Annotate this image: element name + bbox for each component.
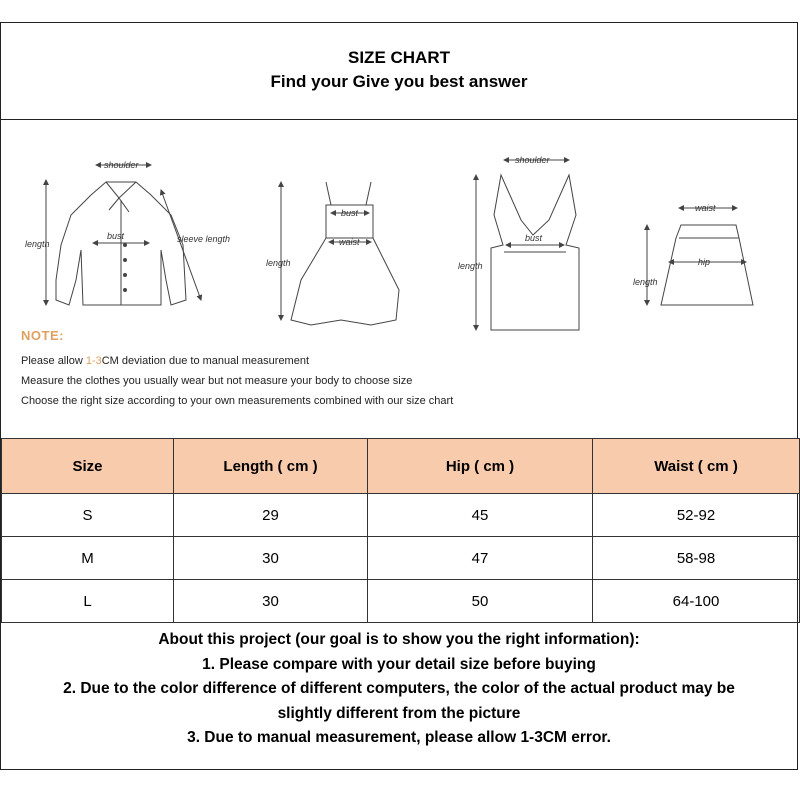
about-line-3: 2. Due to the color difference of different computers, the color of the actual product may be [63, 680, 735, 697]
about-line-1: About this project (our goal is to show you the right information): [158, 631, 640, 648]
note-line-2: Measure the clothes you usually wear but not measure your body to choose size [21, 375, 413, 387]
cell-length: 30 [174, 537, 368, 580]
cell-length: 30 [174, 580, 368, 623]
cell-waist: 64-100 [593, 580, 800, 623]
about-section [1, 628, 797, 751]
cell-size: M [2, 537, 174, 580]
cell-hip: 45 [368, 494, 593, 537]
note-line-1-suffix: CM deviation due to manual measurement [101, 355, 310, 367]
shirt-shoulder-label: shoulder [104, 160, 139, 170]
table-row [2, 494, 800, 537]
cell-hip: 50 [368, 580, 593, 623]
header-waist: Waist ( cm ) [593, 439, 800, 494]
size-chart-frame [0, 22, 798, 770]
table-row [2, 580, 800, 623]
about-line-4: slightly different from the picture [277, 704, 521, 722]
cell-waist: 58-98 [593, 537, 800, 580]
cell-size: L [2, 580, 174, 623]
header-size: Size [2, 439, 174, 494]
shirt-sleeve-label: sleeve length [177, 234, 231, 244]
table-row [2, 537, 800, 580]
measurement-diagrams [1, 120, 797, 438]
about-line-2: 1. Please compare with your detail size before buying [202, 655, 596, 673]
top-bust-label: bust [525, 233, 543, 243]
note-title: NOTE: [21, 328, 64, 343]
dress-bust-label: bust [341, 208, 359, 218]
dress-diagram [281, 182, 399, 325]
shirt-length-label: length [25, 239, 50, 249]
header [1, 23, 797, 120]
cell-length: 29 [174, 494, 368, 537]
note-line-1-highlight: 1-3 [85, 355, 102, 367]
size-table [1, 438, 800, 623]
note-line-1 [21, 351, 453, 371]
header-hip: Hip ( cm ) [368, 439, 593, 494]
skirt-waist-label: waist [695, 203, 716, 213]
dress-length-label: length [266, 258, 291, 268]
top-length-label: length [458, 261, 483, 271]
skirt-hip-label: hip [698, 257, 711, 267]
header-length: Length ( cm ) [174, 439, 368, 494]
note-line-3: Choose the right size according to your own measurements combined with our size chart [21, 395, 454, 407]
top-shoulder-label: shoulder [515, 155, 550, 165]
skirt-length-label: length [633, 277, 658, 287]
note-line-1-prefix: Please allow [21, 355, 86, 367]
note-section [21, 328, 453, 411]
about-line-5: 3. Due to manual measurement, please allow 1-3CM error. [187, 729, 611, 746]
dress-waist-label: waist [339, 237, 360, 247]
cell-size: S [2, 494, 174, 537]
top-diagram [476, 160, 579, 330]
cell-hip: 47 [368, 537, 593, 580]
page-subtitle: Find your Give you best answer [270, 72, 528, 91]
shirt-bust-label: bust [107, 231, 125, 241]
table-header-row [2, 439, 800, 494]
page-title: SIZE CHART [348, 48, 450, 67]
cell-waist: 52-92 [593, 494, 800, 537]
